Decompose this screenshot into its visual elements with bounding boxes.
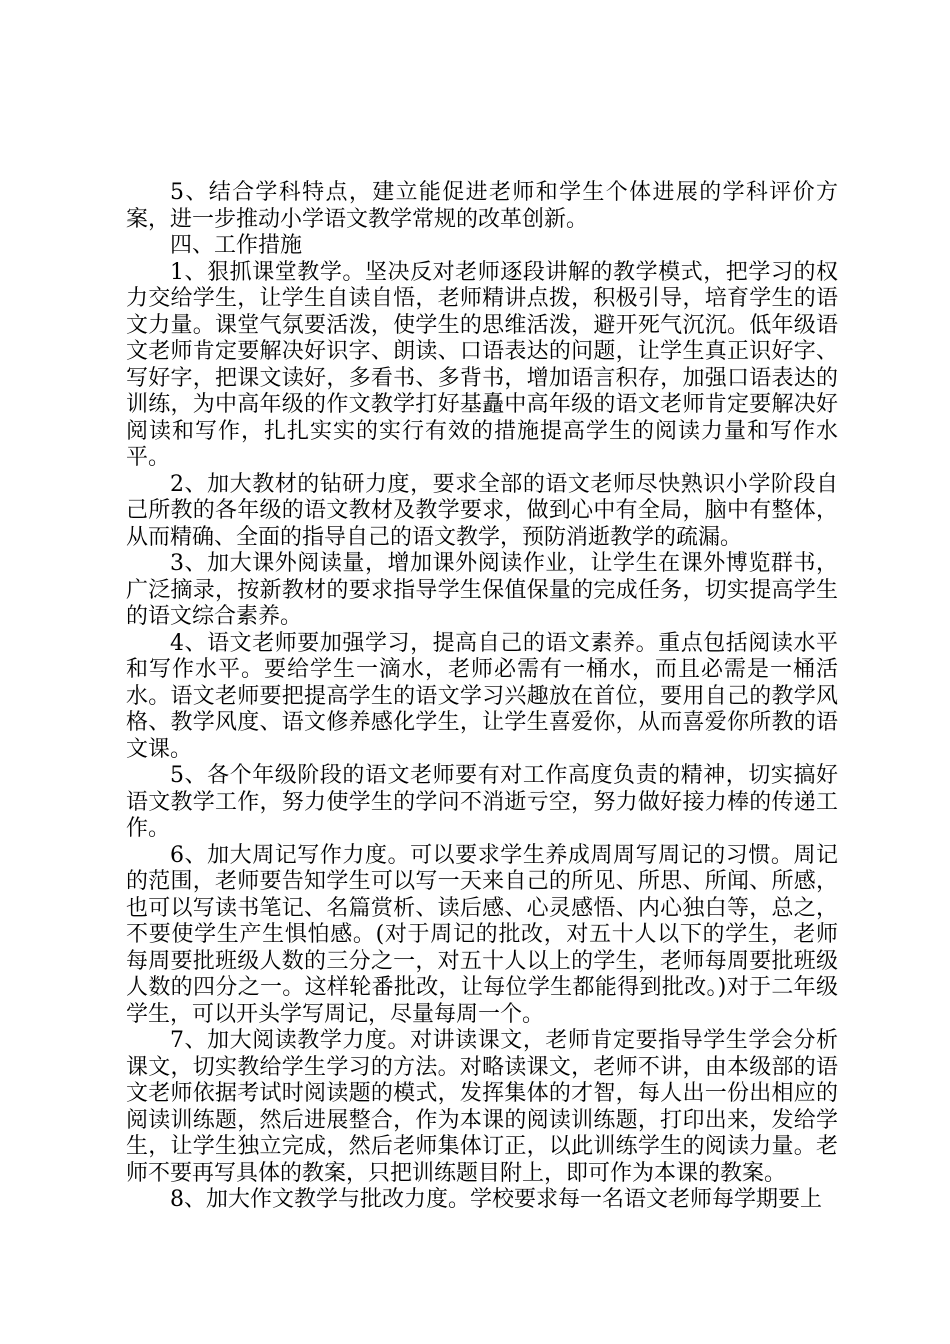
paragraph-measure-3: 3、加大课外阅读量，增加课外阅读作业，让学生在课外博览群书，广泛摘录，按新教材的要求指导学生保值保量的完成任务，切实提高学生的语文综合素养。 [126, 551, 838, 629]
paragraph-measure-8: 8、加大作文教学与批改力度。学校要求每一名语文老师每学期要上 [170, 1187, 822, 1212]
paragraph-goal-5: 5、结合学科特点，建立能促进老师和学生个体进展的学科评价方案，进一步推动小学语文教学常规的改革创新。 [126, 180, 838, 232]
paragraph-measure-7: 7、加大阅读教学力度。对讲读课文，老师肯定要指导学生学会分析课文，切实教给学生学习的方法。对略读课文，老师不讲，由本级部的语文老师依据考试时阅读题的模式，发挥集体的才智，每人出一份出相应的阅读训练题，然后进展整合，作为本课的阅读训练题，打印出来，发给学生，让学生独立完成，然后老师集体订正，以此训练学生的阅读力量。老师不要再写具体的教案，只把训练题目附上，即可作为本课的教案。 [126, 1028, 838, 1186]
paragraph-measure-5: 5、各个年级阶段的语文老师要有对工作高度负责的精神，切实搞好语文教学工作，努力使学生的学问不消逝亏空，努力做好接力棒的传递工作。 [126, 763, 838, 841]
document-body [126, 180, 838, 1214]
paragraph-measure-4: 4、语文老师要加强学习，提高自己的语文素养。重点包括阅读水平和写作水平。要给学生一滴水，老师必需有一桶水，而且必需是一桶活水。语文老师要把提高学生的语文学习兴趣放在首位，要用自己的教学风格、教学风度、语文修养感化学生，让学生喜爱你，从而喜爱你所教的语文课。 [126, 630, 838, 762]
paragraph-measure-2: 2、加大教材的钻研力度，要求全部的语文老师尽快熟识小学阶段自己所教的各年级的语文教材及教学要求，做到心中有全局，脑中有整体，从而精确、全面的指导自己的语文教学，预防消逝教学的疏漏。 [126, 471, 838, 550]
paragraph-measure-1: 1、狠抓课堂教学。坚决反对老师逐段讲解的教学模式，把学习的权力交给学生，让学生自读自悟，老师精讲点拨，积极引导，培育学生的语文力量。课堂气氛要活泼，使学生的思维活泼，避开死气沉沉。低年级语文老师肯定要解决好识字、朗读、口语表达的问题，让学生真正识好字、写好字，把课文读好，多看书、多背书，增加语言积存，加强口语表达的训练，为中高年级的作文教学打好基矗中高年级的语文老师肯定要解决好阅读和写作，扎扎实实的实行有效的措施提高学生的阅读力量和写作水平。 [126, 259, 838, 470]
paragraph-measure-6: 6、加大周记写作力度。可以要求学生养成周周写周记的习惯。周记的范围，老师要告知学生可以写一天来自己的所见、所思、所闻、所感，也可以写读书笔记、名篇赏析、读后感、心灵感悟、内心独白等，总之，不要使学生产生惧怕感。(对于周记的批改，对五十人以下的学生，老师每周要批班级人数的三分之一，对五十人以上的学生，老师每周要批班级人数的四分之一。这样轮番批改，让每位学生都能得到批改。)对于二年级学生，可以开头学写周记，尽量每周一个。 [126, 842, 838, 1027]
section-heading-work-measures: 四、工作措施 [170, 233, 303, 258]
